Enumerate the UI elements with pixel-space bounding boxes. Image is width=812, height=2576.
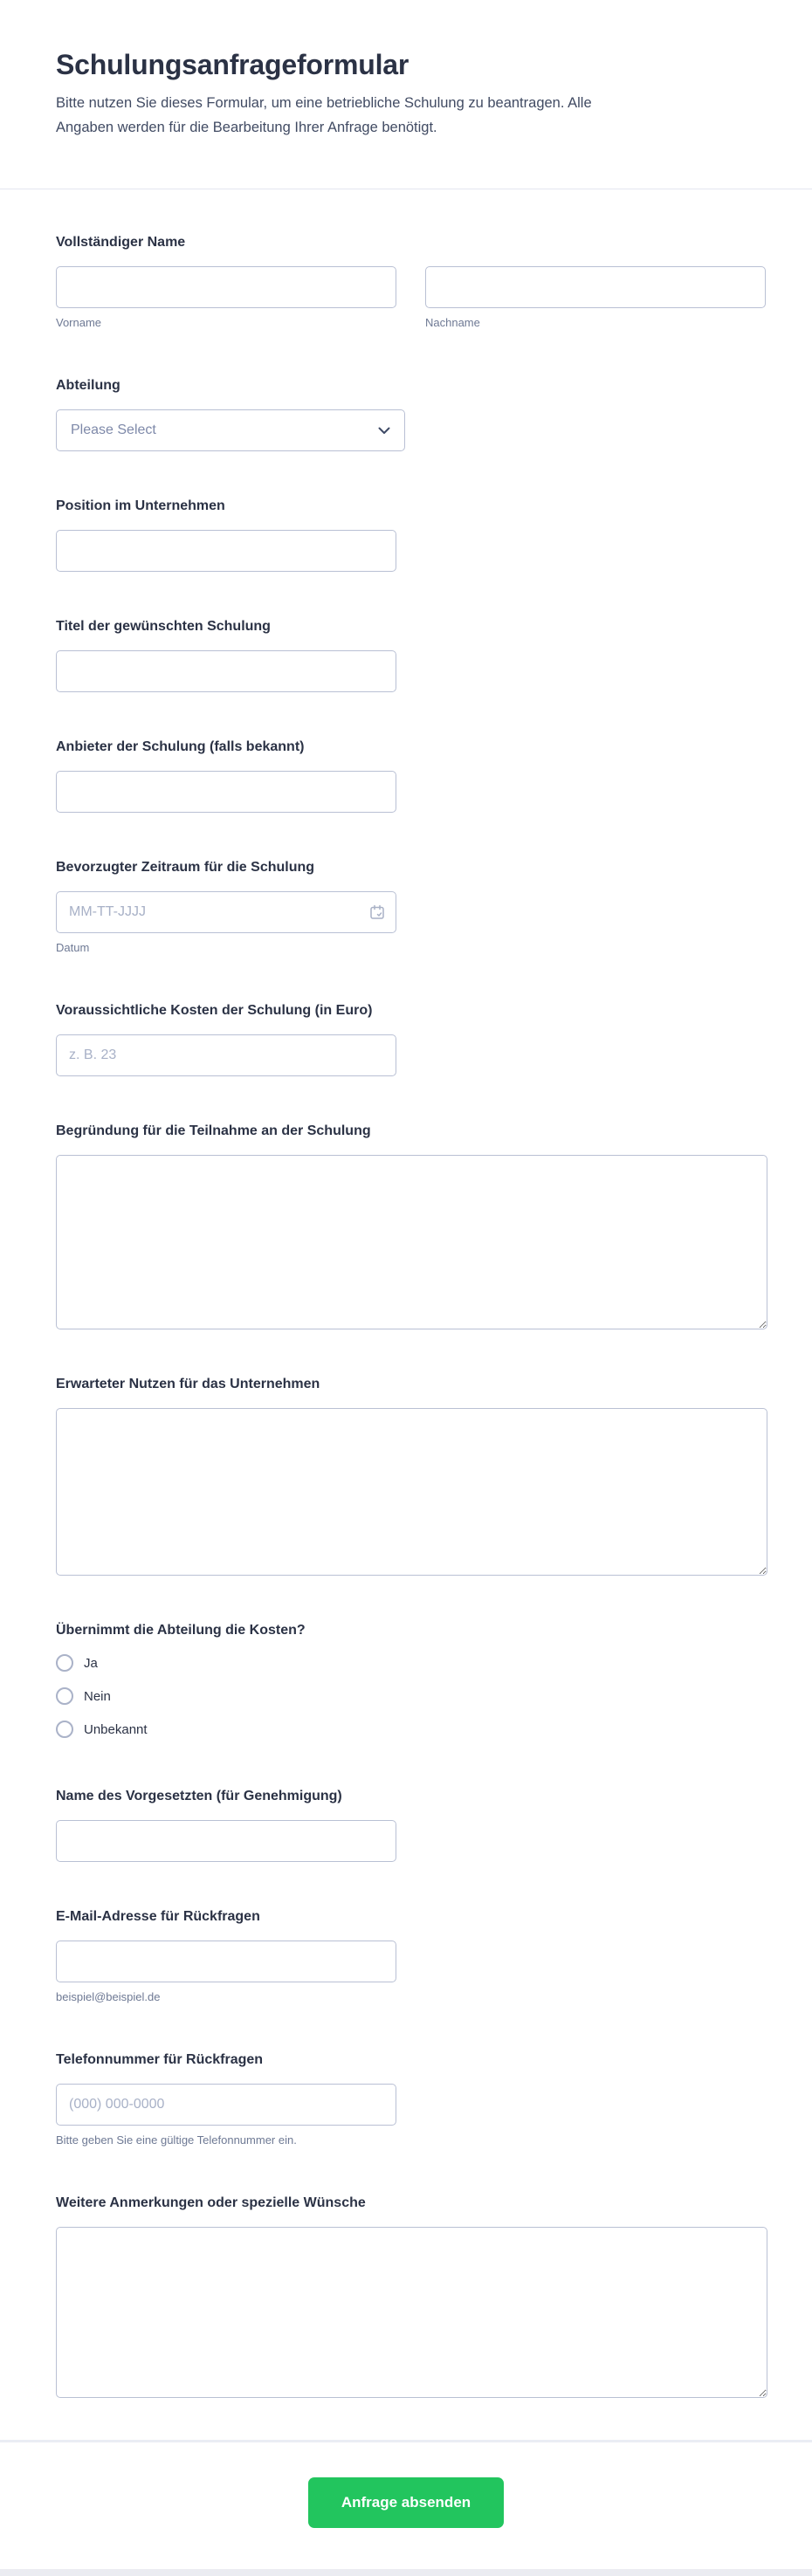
- benefit-label: Erwarteter Nutzen für das Unternehmen: [56, 1377, 320, 1391]
- field-training-title: [56, 617, 767, 692]
- calendar-icon[interactable]: [368, 903, 386, 921]
- phone-input[interactable]: [56, 2084, 396, 2126]
- field-costs: [56, 1001, 767, 1076]
- radio-option-ja[interactable]: Ja: [56, 1651, 767, 1675]
- timeframe-label: Bevorzugter Zeitraum für die Schulung: [56, 860, 315, 875]
- first-name-input[interactable]: [56, 266, 396, 308]
- page-subtitle-line: Bitte nutzen Sie dieses Formular, um eine betriebliche Schulung zu beantragen. Alle: [56, 95, 592, 111]
- position-input[interactable]: [56, 530, 396, 572]
- first-name-sublabel: Vorname: [56, 316, 102, 329]
- notes-textarea[interactable]: [56, 2227, 767, 2398]
- radio-circle-icon: [56, 1721, 73, 1738]
- notes-label: Weitere Anmerkungen oder spezielle Wünsche: [56, 2195, 366, 2210]
- field-department: [56, 376, 767, 451]
- submit-button[interactable]: Anfrage absenden: [308, 2477, 504, 2528]
- field-reason: [56, 1122, 767, 1329]
- training-title-input[interactable]: [56, 650, 396, 692]
- date-input[interactable]: [56, 891, 396, 933]
- last-name-sublabel: Nachname: [425, 316, 480, 329]
- department-select[interactable]: [56, 409, 405, 451]
- position-label: Position im Unternehmen: [56, 498, 225, 513]
- radio-circle-icon: [56, 1687, 73, 1705]
- field-email: [56, 1907, 767, 2005]
- submit-section: [0, 2442, 812, 2571]
- radio-circle-icon: [56, 1654, 73, 1672]
- page-title: Schulungsanfrageformular: [56, 49, 409, 80]
- field-full-name: [56, 233, 767, 331]
- training-title-label: Titel der gewünschten Schulung: [56, 619, 271, 634]
- phone-sublabel: Bitte geben Sie eine gültige Telefonnummer ein.: [56, 2133, 297, 2147]
- full-name-label: Vollständiger Name: [56, 235, 186, 250]
- field-provider: [56, 738, 767, 813]
- provider-label: Anbieter der Schulung (falls bekannt): [56, 739, 305, 754]
- field-timeframe: [56, 858, 767, 956]
- last-name-input[interactable]: [425, 266, 766, 308]
- field-cost-coverage: [56, 1621, 767, 1741]
- department-label: Abteilung: [56, 378, 120, 393]
- field-supervisor: [56, 1787, 767, 1862]
- form-header: [0, 0, 812, 140]
- page-subtitle: [56, 91, 756, 140]
- costs-input[interactable]: [56, 1034, 396, 1076]
- radio-option-nein[interactable]: Nein: [56, 1684, 767, 1708]
- field-benefit: [56, 1375, 767, 1576]
- department-select-placeholder: Please Select: [71, 422, 156, 437]
- email-input[interactable]: [56, 1941, 396, 1982]
- supervisor-input[interactable]: [56, 1820, 396, 1862]
- provider-input[interactable]: [56, 771, 396, 813]
- field-phone: [56, 2050, 767, 2148]
- chevron-down-icon: [378, 427, 390, 435]
- cost-coverage-label: Übernimmt die Abteilung die Kosten?: [56, 1623, 306, 1638]
- reason-label: Begründung für die Teilnahme an der Schulung: [56, 1123, 371, 1138]
- bottom-strip: [0, 2569, 812, 2576]
- field-notes: [56, 2194, 767, 2398]
- field-position: [56, 497, 767, 572]
- email-label: E-Mail-Adresse für Rückfragen: [56, 1909, 260, 1924]
- cost-coverage-radio-group: [56, 1651, 767, 1741]
- costs-label: Voraussichtliche Kosten der Schulung (in Euro): [56, 1003, 373, 1018]
- email-sublabel: beispiel@beispiel.de: [56, 1990, 161, 2003]
- reason-textarea[interactable]: [56, 1155, 767, 1329]
- supervisor-label: Name des Vorgesetzten (für Genehmigung): [56, 1789, 342, 1803]
- phone-label: Telefonnummer für Rückfragen: [56, 2052, 264, 2067]
- benefit-textarea[interactable]: [56, 1408, 767, 1576]
- radio-option-unbekannt[interactable]: Unbekannt: [56, 1717, 767, 1741]
- form-body: [0, 189, 812, 2398]
- page-subtitle-line: Angaben werden für die Bearbeitung Ihrer Anfrage benötigt.: [56, 120, 437, 135]
- timeframe-sublabel: Datum: [56, 941, 90, 954]
